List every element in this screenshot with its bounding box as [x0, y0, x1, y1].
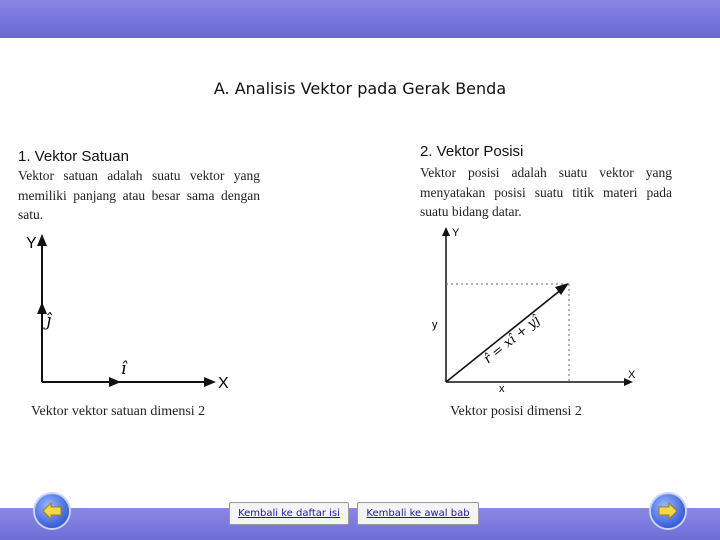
- arrow-left-icon: [42, 502, 62, 520]
- text-vektor-satuan: Vektor satuan adalah suatu vektor yang memiliki panjang atau besar sama dengan satu.: [18, 168, 260, 222]
- unit-j-label: ĵ: [46, 311, 52, 331]
- header-bar: [0, 0, 720, 38]
- axis-y-label-right: Y: [452, 227, 460, 239]
- daftar-isi-link[interactable]: Kembali ke daftar isi: [229, 502, 349, 525]
- axis-x-label: X: [218, 375, 229, 392]
- heading-vektor-satuan: 1. Vektor Satuan: [18, 148, 129, 165]
- caption-vektor-posisi: Vektor posisi dimensi 2: [450, 404, 582, 419]
- prev-slide-button[interactable]: [35, 494, 69, 528]
- caption-vektor-satuan: Vektor vektor satuan dimensi 2: [31, 404, 206, 419]
- unit-i-label: î: [121, 359, 127, 379]
- axis-x-label-right: X: [628, 369, 636, 381]
- arrow-right-icon: [658, 502, 678, 520]
- axis-y-label: Y: [26, 235, 37, 252]
- heading-vektor-posisi: 2. Vektor Posisi: [420, 143, 524, 160]
- next-slide-button[interactable]: [651, 494, 685, 528]
- text-vektor-posisi: Vektor posisi adalah suatu vektor yang menyatakan posisi suatu titik materi pada suatu bidang datar.: [420, 165, 672, 219]
- position-vector-diagram: [420, 222, 650, 394]
- y-component-label: y: [432, 319, 438, 331]
- x-component-label: x: [499, 383, 505, 394]
- vector-equation-label: r̂ = xî + yĵ: [481, 313, 543, 368]
- unit-vector-diagram: [20, 228, 250, 396]
- awal-bab-link[interactable]: Kembali ke awal bab: [357, 502, 479, 525]
- slide-title: A. Analisis Vektor pada Gerak Benda: [213, 79, 507, 98]
